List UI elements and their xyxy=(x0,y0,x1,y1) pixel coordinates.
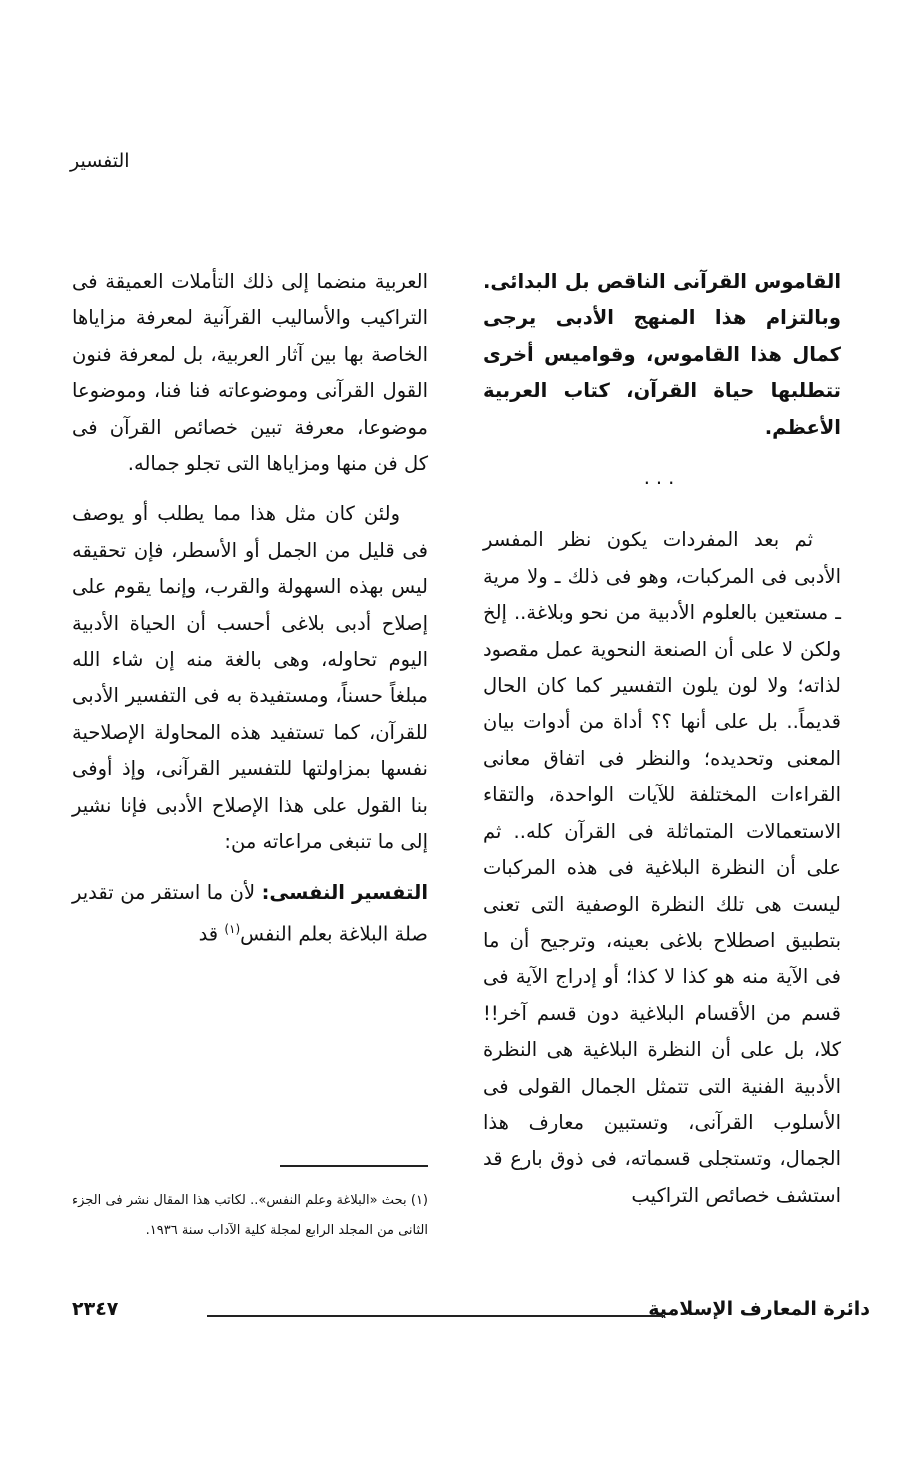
page-number: ٢٣٤٧ xyxy=(72,1298,119,1320)
left-paragraph-1: العربية منضما إلى ذلك التأملات العميقة فى التراكيب والأساليب القرآنية لمعرفة مزاياها الخاصة بها بين آثار العربية، بل لمعرفة فنون القول القرآنى وموضوعاته فنا فنا، وموضوعا موضوعا، معرفة تبين خصائص القرآن فى كل فن منها ومزاياها التى تجلو جماله. xyxy=(72,270,428,476)
page-footer xyxy=(72,1298,870,1328)
running-header: التفسير xyxy=(70,150,130,172)
paragraph-text: لأن ما استقر من تقدير صلة البلاغة بعلم النفس xyxy=(72,880,428,946)
left-paragraph-2: ولئن كان مثل هذا مما يطلب أو يوصف فى قليل من الجمل أو الأسطر، فإن تحقيقه ليس بهذه السهولة والقرب، وإنما يقوم على إصلاح أدبى بلاغى أحسب أن الحياة الأدبية اليوم تحاوله، وهى بالغة منه إن شاء الله مبلغاً حسناً، ومستفيدة به فى التفسير الأدبى للقرآن، كما تستفيد هذه المحاولة الإصلاحية نفسها بمزاولتها للتفسير القرآنى، وإذ أوفى بنا القول على هذا الإصلاح الأدبى فإنا نشير إلى ما تنبغى مراعاته من: xyxy=(72,502,428,854)
left-column xyxy=(72,264,428,953)
section-separator: ... xyxy=(643,466,681,490)
paragraph-text-end: قد xyxy=(198,922,225,946)
footnote-divider xyxy=(280,1165,428,1167)
right-paragraph-2: ثم بعد المفردات يكون نظر المفسر الأدبى فى المركبات، وهو فى ذلك ـ ولا مرية ـ مستعين بالعلوم الأدبية من نحو وبلاغة.. إلخ ولكن لا على أن الصنعة النحوية عمل مقصود لذاته؛ ولا لون يلون التفسير كما كان الحال قديماً.. بل على أنها ؟؟ أداة من أدوات بيان المعنى وتحديده؛ والنظر فى اتفاق معانى القراءات المختلفة للآيات الواحدة، والتقاء الاستعمالات المتماثلة فى القرآن كله.. ثم على أن النظرة البلاغية فى هذه المركبات ليست هى تلك النظرة الوصفية التى تعنى بتطبيق اصطلاح بلاغى بعينه، وترجيح أن ما فى الآية منه هو كذا لا كذا؛ أو إدراج الآية فى قسم من الأقسام البلاغية دون قسم آخر!! كلا، بل على أن النظرة البلاغية هى النظرة الأدبية الفنية التى تتمثل الجمال القولى فى الأسلوب القرآنى، وتستبين معارف هذا الجمال، وتستجلى قسماته، فى ذوق بارع قد استشف خصائص التراكيب xyxy=(483,528,841,1207)
footnote: (١) بحث «البلاغة وعلم النفس».. لكاتب هذا المقال نشر فى الجزء الثانى من المجلد الرابع لمجلة كلية الآداب سنة ١٩٣٦. xyxy=(72,1193,428,1238)
footnote-reference: (١) xyxy=(224,921,241,936)
journal-title: دائرة المعارف الإسلامية xyxy=(648,1298,870,1320)
left-paragraph-3 xyxy=(72,875,428,953)
footer-divider xyxy=(207,1315,665,1317)
section-heading: التفسير النفسى: xyxy=(261,880,429,904)
right-paragraph-1: القاموس القرآنى الناقص بل البدائى. وبالتزام هذا المنهج الأدبى يرجى كمال هذا القاموس، وقواميس أخرى تتطلبها حياة القرآن، كتاب العربية الأعظم. xyxy=(483,270,841,439)
right-column xyxy=(483,264,841,1214)
